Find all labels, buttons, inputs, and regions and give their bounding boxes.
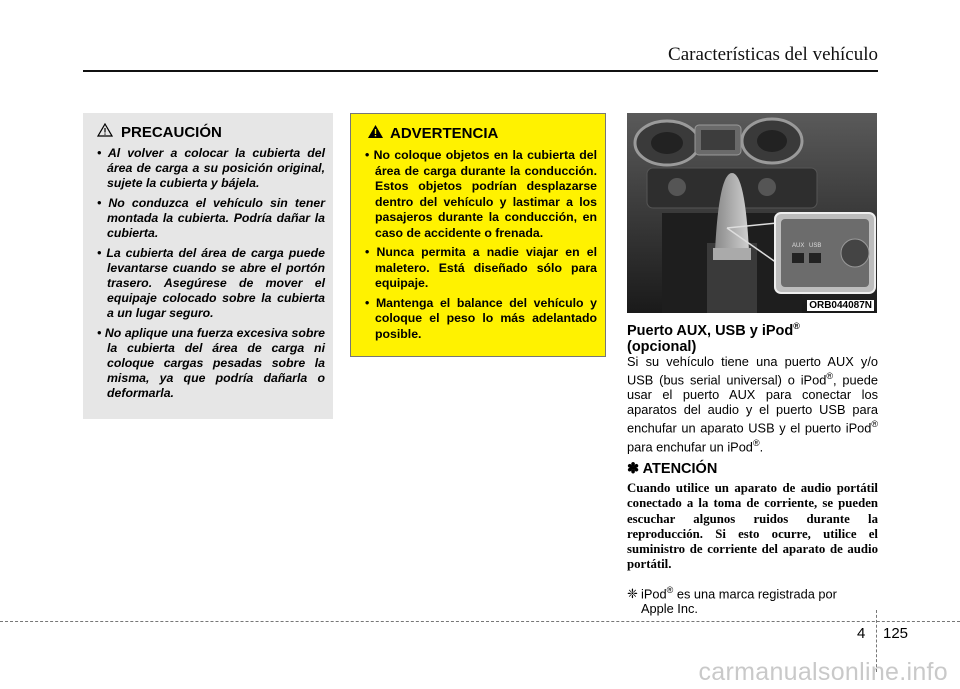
section-title: Puerto AUX, USB y iPod® (opcional)	[627, 321, 800, 356]
caution-item: • La cubierta del área de carga puede levantarse cuando se abre el portón trasero. Asegúrese de mover el equipaje colocado sobre la cubierta a un lugar seguro.	[97, 246, 325, 320]
page-number: 125	[883, 625, 909, 642]
usb-jack-label: USB	[809, 243, 822, 249]
footnote: ❈ iPod® es una marca registrada por Apple Inc.	[627, 585, 837, 617]
warning-box	[350, 113, 606, 357]
notice-text: Cuando utilice un aparato de audio portátil conectado a la toma de corriente, se pueden escuchar algunos ruidos durante la reproducción. Si esto ocurre, utilice el suministro de corriente del aparato de audio portátil.	[627, 481, 878, 572]
console-illustration	[627, 113, 877, 313]
warning-title: ADVERTENCIA	[390, 125, 499, 142]
header-rule	[83, 70, 878, 72]
caution-item: • Al volver a colocar la cubierta del área de carga a su posición original, sujete la cubierta y bájela.	[97, 146, 325, 190]
header-title: Características del vehículo	[668, 44, 878, 65]
watermark: carmanualsonline.info	[698, 658, 948, 686]
aux-jack-label: AUX	[792, 243, 805, 249]
section-body: Si su vehículo tiene una puerto AUX y/o USB (bus serial universal) o iPod®, puede usar el puerto AUX para conectar los aparatos del audio y el puerto USB para enchufar un aparato USB y el puerto iPod® para enchufar un iPod®.	[627, 354, 878, 454]
warning-item: • Nunca permita a nadie viajar en el maletero. Está diseñado sólo para equipaje.	[365, 245, 597, 290]
notice-title: ✽ ATENCIÓN	[627, 461, 718, 477]
caution-list	[93, 146, 325, 401]
footer-rule	[0, 621, 960, 622]
warning-heading	[367, 124, 597, 143]
warning-item: • No coloque objetos en la cubierta del área de carga durante la conducción. Estos objetos podrían desplazarse dentro del vehículo y lastimar a los pasajeros durante la conducción, en caso de accidente o frenada.	[365, 148, 597, 240]
chapter-number: 4	[857, 625, 866, 642]
warning-triangle-icon	[97, 123, 113, 141]
warning-filled-triangle-icon	[367, 124, 384, 143]
caution-box	[83, 113, 333, 419]
caution-item: • No conduzca el vehículo sin tener montada la cubierta. Podría dañar la cubierta.	[97, 196, 325, 240]
console-photo	[627, 113, 877, 313]
caution-item: • No aplique una fuerza excesiva sobre la cubierta del área de carga ni coloque cargas pesadas sobre la misma, ya que podría dañarla o deformarla.	[97, 326, 325, 400]
caution-heading	[97, 123, 325, 141]
warning-list	[361, 148, 597, 342]
footnote-mark: ❈	[627, 586, 638, 602]
figure-code: ORB044087N	[809, 300, 872, 311]
caution-title: PRECAUCIÓN	[121, 123, 222, 141]
warning-item: • Mantenga el balance del vehículo y coloque el peso lo más adelantado posible.	[365, 295, 597, 341]
